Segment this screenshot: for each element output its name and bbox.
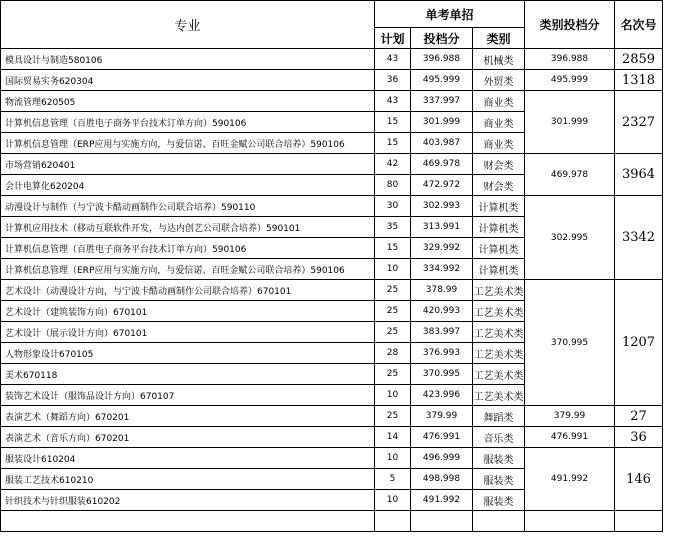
rank-cell: 3964 (615, 154, 663, 196)
rank-cell: 2859 (615, 49, 663, 70)
score-cell: 383.997 (411, 322, 473, 343)
major-name: 物流管理620505 (1, 91, 375, 112)
plan-cell: 25 (375, 364, 411, 385)
rank-cell: 2327 (615, 91, 663, 154)
plan-cell: 10 (375, 385, 411, 406)
major-name: 服装工艺技术610210 (1, 469, 375, 490)
category-cell (473, 511, 525, 532)
major-name: 艺术设计（建筑装饰方向）670101 (1, 301, 375, 322)
category-cell: 工艺美术类 (473, 385, 525, 406)
plan-cell: 5 (375, 469, 411, 490)
plan-cell: 25 (375, 322, 411, 343)
category-cell: 外贸类 (473, 70, 525, 91)
score-cell: 378.99 (411, 280, 473, 301)
table-row (1, 91, 663, 112)
major-name: 计算机信息管理（ERP应用与实施方向，与爱信诺、百旺金赋公司联合培养）590106 (1, 259, 375, 280)
category-cell: 商业类 (473, 112, 525, 133)
major-name: 表演艺术（音乐方向）670201 (1, 427, 375, 448)
category-cell: 工艺美术类 (473, 322, 525, 343)
score-cell: 423.996 (411, 385, 473, 406)
plan-cell: 25 (375, 280, 411, 301)
rank-cell: 36 (615, 427, 663, 448)
score-cell: 472.972 (411, 175, 473, 196)
plan-cell: 15 (375, 238, 411, 259)
rank-cell: 27 (615, 406, 663, 427)
category-score-cell: 469.978 (525, 154, 615, 196)
plan-cell: 25 (375, 301, 411, 322)
plan-cell: 15 (375, 112, 411, 133)
table-row (1, 154, 663, 175)
major-name: 计算机信息管理（百胜电子商务平台技术订单方向）590106 (1, 238, 375, 259)
category-cell: 服装类 (473, 469, 525, 490)
score-cell: 337.997 (411, 91, 473, 112)
score-cell: 420.993 (411, 301, 473, 322)
major-name (1, 511, 375, 532)
category-cell: 服装类 (473, 448, 525, 469)
table-row (1, 406, 663, 427)
category-score-cell: 302.995 (525, 196, 615, 280)
plan-cell: 28 (375, 343, 411, 364)
header-score: 投档分 (411, 28, 473, 49)
major-name: 美术670118 (1, 364, 375, 385)
score-cell: 379.99 (411, 406, 473, 427)
plan-cell: 80 (375, 175, 411, 196)
plan-cell: 43 (375, 91, 411, 112)
rank-cell: 1318 (615, 70, 663, 91)
major-name: 动漫设计与制作（与宁波卡酷动画制作公司联合培养）590110 (1, 196, 375, 217)
score-cell: 403.987 (411, 133, 473, 154)
score-cell: 376.993 (411, 343, 473, 364)
major-name: 表演艺术（舞蹈方向）670201 (1, 406, 375, 427)
category-cell: 计算机类 (473, 259, 525, 280)
category-cell: 机械类 (473, 49, 525, 70)
score-cell: 496.999 (411, 448, 473, 469)
rank-cell (615, 511, 663, 532)
score-cell: 498.998 (411, 469, 473, 490)
category-score-cell: 301.999 (525, 91, 615, 154)
plan-cell (375, 511, 411, 532)
plan-cell: 14 (375, 427, 411, 448)
score-cell: 301.999 (411, 112, 473, 133)
score-cell: 334.992 (411, 259, 473, 280)
category-score-cell: 476.991 (525, 427, 615, 448)
score-cell: 302.993 (411, 196, 473, 217)
category-cell: 商业类 (473, 133, 525, 154)
header-major: 专业 (1, 1, 375, 49)
table-row (1, 280, 663, 301)
major-name: 计算机信息管理（百胜电子商务平台技术订单方向）590106 (1, 112, 375, 133)
major-name: 模具设计与制造580106 (1, 49, 375, 70)
category-cell: 工艺美术类 (473, 343, 525, 364)
major-name: 计算机应用技术（移动互联软件开发，与达内创艺公司联合培养）590101 (1, 217, 375, 238)
score-cell: 491.992 (411, 490, 473, 511)
table-row (1, 448, 663, 469)
major-name: 人物形象设计670105 (1, 343, 375, 364)
category-cell: 财会类 (473, 154, 525, 175)
category-cell: 服装类 (473, 490, 525, 511)
plan-cell: 10 (375, 448, 411, 469)
rank-cell: 146 (615, 448, 663, 511)
major-name: 艺术设计（动漫设计方向，与宁波卡酷动画制作公司联合培养）670101 (1, 280, 375, 301)
header-single-exam-group: 单考单招 (375, 1, 525, 28)
score-cell: 313.991 (411, 217, 473, 238)
plan-cell: 36 (375, 70, 411, 91)
table-row (1, 511, 663, 532)
header-category-score: 类别投档分 (525, 1, 615, 49)
rank-cell: 1207 (615, 280, 663, 406)
category-cell: 工艺美术类 (473, 280, 525, 301)
category-score-cell: 491.992 (525, 448, 615, 511)
major-name: 会计电算化620204 (1, 175, 375, 196)
plan-cell: 15 (375, 133, 411, 154)
score-cell: 476.991 (411, 427, 473, 448)
score-cell: 495.999 (411, 70, 473, 91)
plan-cell: 35 (375, 217, 411, 238)
major-name: 计算机信息管理（ERP应用与实施方向，与爱信诺、百旺金赋公司联合培养）590106 (1, 133, 375, 154)
plan-cell: 10 (375, 490, 411, 511)
plan-cell: 10 (375, 259, 411, 280)
category-cell: 音乐类 (473, 427, 525, 448)
category-cell: 计算机类 (473, 196, 525, 217)
table-row (1, 196, 663, 217)
score-cell: 469.978 (411, 154, 473, 175)
rank-cell: 3342 (615, 196, 663, 280)
header-category: 类别 (473, 28, 525, 49)
plan-cell: 30 (375, 196, 411, 217)
score-cell (411, 511, 473, 532)
plan-cell: 43 (375, 49, 411, 70)
category-cell: 计算机类 (473, 217, 525, 238)
header-rank: 名次号 (615, 1, 663, 49)
table-row (1, 70, 663, 91)
major-name: 市场营销620401 (1, 154, 375, 175)
major-name: 国际贸易实务620304 (1, 70, 375, 91)
category-score-cell: 379.99 (525, 406, 615, 427)
category-score-cell (525, 511, 615, 532)
category-cell: 舞蹈类 (473, 406, 525, 427)
category-score-cell: 495.999 (525, 70, 615, 91)
score-cell: 370.995 (411, 364, 473, 385)
major-name: 针织技术与针织服装610202 (1, 490, 375, 511)
plan-cell: 42 (375, 154, 411, 175)
category-cell: 工艺美术类 (473, 364, 525, 385)
category-cell: 计算机类 (473, 238, 525, 259)
header-plan: 计划 (375, 28, 411, 49)
table-row (1, 49, 663, 70)
major-name: 艺术设计（展示设计方向）670101 (1, 322, 375, 343)
table-row (1, 427, 663, 448)
major-name: 装饰艺术设计（服饰品设计方向）670107 (1, 385, 375, 406)
major-name: 服装设计610204 (1, 448, 375, 469)
plan-cell: 25 (375, 406, 411, 427)
category-cell: 工艺美术类 (473, 301, 525, 322)
category-score-cell: 370.995 (525, 280, 615, 406)
category-score-cell: 396.988 (525, 49, 615, 70)
category-cell: 商业类 (473, 91, 525, 112)
score-cell: 396.988 (411, 49, 473, 70)
score-cell: 329.992 (411, 238, 473, 259)
category-cell: 财会类 (473, 175, 525, 196)
